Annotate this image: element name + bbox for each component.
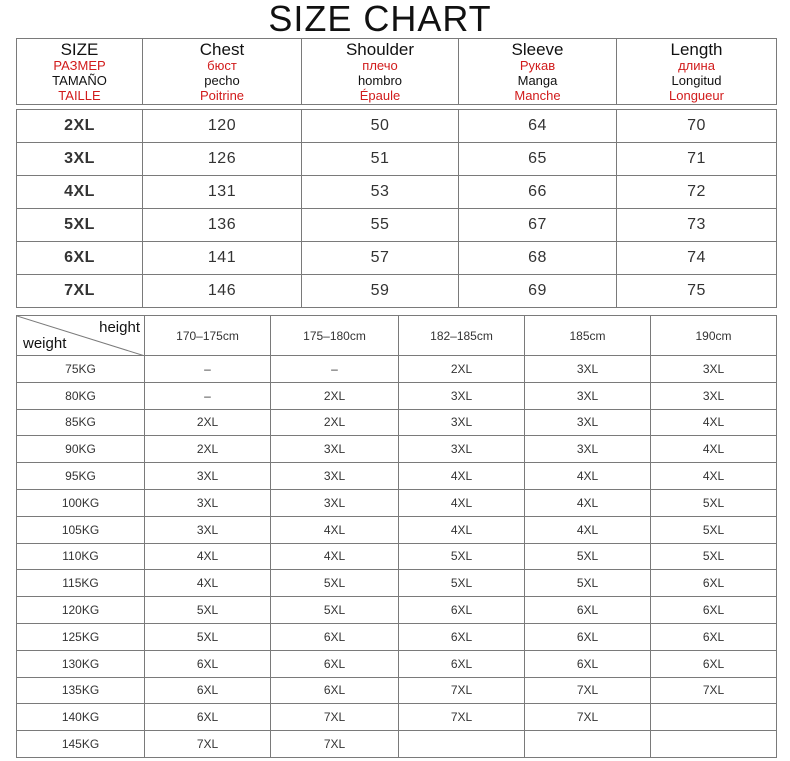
recommended-size-cell: 4XL (399, 489, 525, 516)
weight-cell: 90KG (17, 436, 145, 463)
measurement-cell: 69 (459, 275, 617, 308)
recommended-size-cell (525, 731, 651, 758)
recommended-size-cell: 7XL (399, 677, 525, 704)
measurement-cell: 68 (459, 242, 617, 275)
height-header: 190cm (651, 316, 777, 356)
weight-cell: 75KG (17, 356, 145, 383)
recommended-size-cell: 5XL (271, 570, 399, 597)
recommended-size-cell: – (145, 356, 271, 383)
recommended-size-cell: 5XL (399, 570, 525, 597)
recommended-size-cell: 7XL (525, 677, 651, 704)
corner-height-label: height (99, 319, 140, 336)
recommended-size-cell: 5XL (145, 623, 271, 650)
recommended-size-cell: 3XL (525, 409, 651, 436)
measurement-cell: 73 (617, 209, 777, 242)
recommended-size-cell: 3XL (399, 382, 525, 409)
recommended-size-cell: 4XL (525, 489, 651, 516)
recommended-size-cell: 3XL (271, 489, 399, 516)
table-row (17, 110, 777, 143)
header-length: Length длина Longitud Longueur (617, 39, 777, 105)
table-row (17, 516, 777, 543)
recommended-size-cell: 3XL (399, 436, 525, 463)
table-row (17, 409, 777, 436)
recommended-size-cell: 4XL (271, 543, 399, 570)
recommended-size-cell: 6XL (651, 623, 777, 650)
recommended-size-cell: 4XL (525, 516, 651, 543)
recommended-size-cell: 4XL (651, 436, 777, 463)
recommended-size-cell: 5XL (651, 543, 777, 570)
recommended-size-cell: 6XL (271, 677, 399, 704)
recommended-size-cell: 3XL (145, 516, 271, 543)
height-header: 170–175cm (145, 316, 271, 356)
recommended-size-cell: 6XL (145, 677, 271, 704)
recommended-size-cell: 7XL (271, 731, 399, 758)
measurement-cell: 72 (617, 176, 777, 209)
measurement-cell: 74 (617, 242, 777, 275)
recommended-size-cell: 7XL (145, 731, 271, 758)
measurement-cell: 66 (459, 176, 617, 209)
size-cell: 6XL (17, 242, 143, 275)
corner-cell (17, 316, 145, 356)
measurement-cell: 141 (143, 242, 302, 275)
size-cell: 2XL (17, 110, 143, 143)
measurement-cell: 51 (302, 143, 459, 176)
table-row (17, 275, 777, 308)
measurement-cell: 64 (459, 110, 617, 143)
recommended-size-cell: – (145, 382, 271, 409)
recommended-size-cell: 6XL (651, 597, 777, 624)
weight-cell: 105KG (17, 516, 145, 543)
recommended-size-cell: 7XL (271, 704, 399, 731)
height-header: 182–185cm (399, 316, 525, 356)
recommended-size-cell: 4XL (145, 543, 271, 570)
header-shoulder: Shoulder плечо hombro Épaule (302, 39, 459, 105)
recommended-size-cell: 4XL (399, 463, 525, 490)
measurement-cell: 146 (143, 275, 302, 308)
page-title: SIZE CHART (268, 0, 492, 39)
measurement-table (16, 38, 777, 308)
recommended-size-cell: 2XL (145, 436, 271, 463)
measurement-cell: 75 (617, 275, 777, 308)
recommended-size-cell: 6XL (145, 704, 271, 731)
weight-cell: 95KG (17, 463, 145, 490)
weight-cell: 145KG (17, 731, 145, 758)
recommended-size-cell: 6XL (399, 597, 525, 624)
size-cell: 3XL (17, 143, 143, 176)
recommended-size-cell: 3XL (525, 356, 651, 383)
weight-cell: 100KG (17, 489, 145, 516)
table-row (17, 176, 777, 209)
recommended-size-cell: – (271, 356, 399, 383)
height-header: 185cm (525, 316, 651, 356)
recommended-size-cell: 2XL (399, 356, 525, 383)
measurement-cell: 65 (459, 143, 617, 176)
measurement-cell: 50 (302, 110, 459, 143)
recommended-size-cell: 5XL (525, 543, 651, 570)
header-chest: Chest бюст pecho Poitrine (143, 39, 302, 105)
recommended-size-cell: 3XL (271, 463, 399, 490)
recommended-size-cell: 6XL (271, 650, 399, 677)
recommended-size-cell: 5XL (145, 597, 271, 624)
measurement-cell: 136 (143, 209, 302, 242)
recommended-size-cell: 6XL (525, 597, 651, 624)
measurement-cell: 55 (302, 209, 459, 242)
table-row (17, 570, 777, 597)
weight-cell: 140KG (17, 704, 145, 731)
recommended-size-cell: 6XL (399, 650, 525, 677)
measurement-cell: 67 (459, 209, 617, 242)
recommended-size-cell (651, 704, 777, 731)
recommended-size-cell: 3XL (525, 436, 651, 463)
recommended-size-cell: 4XL (651, 409, 777, 436)
recommended-size-cell: 5XL (271, 597, 399, 624)
weight-cell: 120KG (17, 597, 145, 624)
recommended-size-cell: 4XL (271, 516, 399, 543)
table-row (17, 543, 777, 570)
measurement-body (17, 110, 777, 308)
weight-cell: 110KG (17, 543, 145, 570)
recommended-size-cell: 3XL (651, 382, 777, 409)
recommended-size-cell: 2XL (271, 382, 399, 409)
recommended-size-cell: 4XL (399, 516, 525, 543)
header-sleeve: Sleeve Рукав Manga Manche (459, 39, 617, 105)
table-row (17, 731, 777, 758)
recommended-size-cell: 6XL (525, 650, 651, 677)
measurement-cell: 126 (143, 143, 302, 176)
fit-body (17, 356, 777, 758)
recommended-size-cell (399, 731, 525, 758)
table-row (17, 143, 777, 176)
table-row (17, 382, 777, 409)
size-cell: 4XL (17, 176, 143, 209)
recommended-size-cell: 7XL (651, 677, 777, 704)
recommended-size-cell: 3XL (399, 409, 525, 436)
measurement-header-row (17, 39, 777, 105)
header-size: SIZE РАЗМЕР TAMAÑO TAILLE (17, 39, 143, 105)
table-row (17, 597, 777, 624)
corner-weight-label: weight (23, 335, 67, 352)
measurement-cell: 70 (617, 110, 777, 143)
recommended-size-cell: 6XL (271, 623, 399, 650)
recommended-size-cell: 2XL (145, 409, 271, 436)
recommended-size-cell: 6XL (145, 650, 271, 677)
size-cell: 7XL (17, 275, 143, 308)
recommended-size-cell: 4XL (525, 463, 651, 490)
weight-height-table (16, 315, 777, 758)
table-row (17, 650, 777, 677)
recommended-size-cell: 3XL (271, 436, 399, 463)
table-row (17, 242, 777, 275)
recommended-size-cell: 3XL (145, 463, 271, 490)
recommended-size-cell: 6XL (651, 650, 777, 677)
recommended-size-cell: 7XL (399, 704, 525, 731)
weight-cell: 80KG (17, 382, 145, 409)
recommended-size-cell: 6XL (525, 623, 651, 650)
recommended-size-cell: 5XL (525, 570, 651, 597)
recommended-size-cell (651, 731, 777, 758)
recommended-size-cell: 3XL (651, 356, 777, 383)
weight-cell: 130KG (17, 650, 145, 677)
recommended-size-cell: 5XL (651, 489, 777, 516)
table-row (17, 623, 777, 650)
table-row (17, 704, 777, 731)
measurement-cell: 59 (302, 275, 459, 308)
weight-cell: 135KG (17, 677, 145, 704)
height-header: 175–180cm (271, 316, 399, 356)
table-row (17, 209, 777, 242)
recommended-size-cell: 6XL (399, 623, 525, 650)
recommended-size-cell: 5XL (399, 543, 525, 570)
recommended-size-cell: 7XL (525, 704, 651, 731)
recommended-size-cell: 4XL (651, 463, 777, 490)
table-row (17, 436, 777, 463)
table-row (17, 489, 777, 516)
recommended-size-cell: 6XL (651, 570, 777, 597)
measurement-cell: 57 (302, 242, 459, 275)
weight-cell: 125KG (17, 623, 145, 650)
weight-cell: 85KG (17, 409, 145, 436)
weight-cell: 115KG (17, 570, 145, 597)
measurement-cell: 131 (143, 176, 302, 209)
recommended-size-cell: 4XL (145, 570, 271, 597)
recommended-size-cell: 2XL (271, 409, 399, 436)
measurement-cell: 120 (143, 110, 302, 143)
table-row (17, 463, 777, 490)
size-cell: 5XL (17, 209, 143, 242)
recommended-size-cell: 5XL (651, 516, 777, 543)
measurement-cell: 71 (617, 143, 777, 176)
measurement-cell: 53 (302, 176, 459, 209)
recommended-size-cell: 3XL (525, 382, 651, 409)
fit-header-row (17, 316, 777, 356)
table-row (17, 677, 777, 704)
table-row (17, 356, 777, 383)
recommended-size-cell: 3XL (145, 489, 271, 516)
